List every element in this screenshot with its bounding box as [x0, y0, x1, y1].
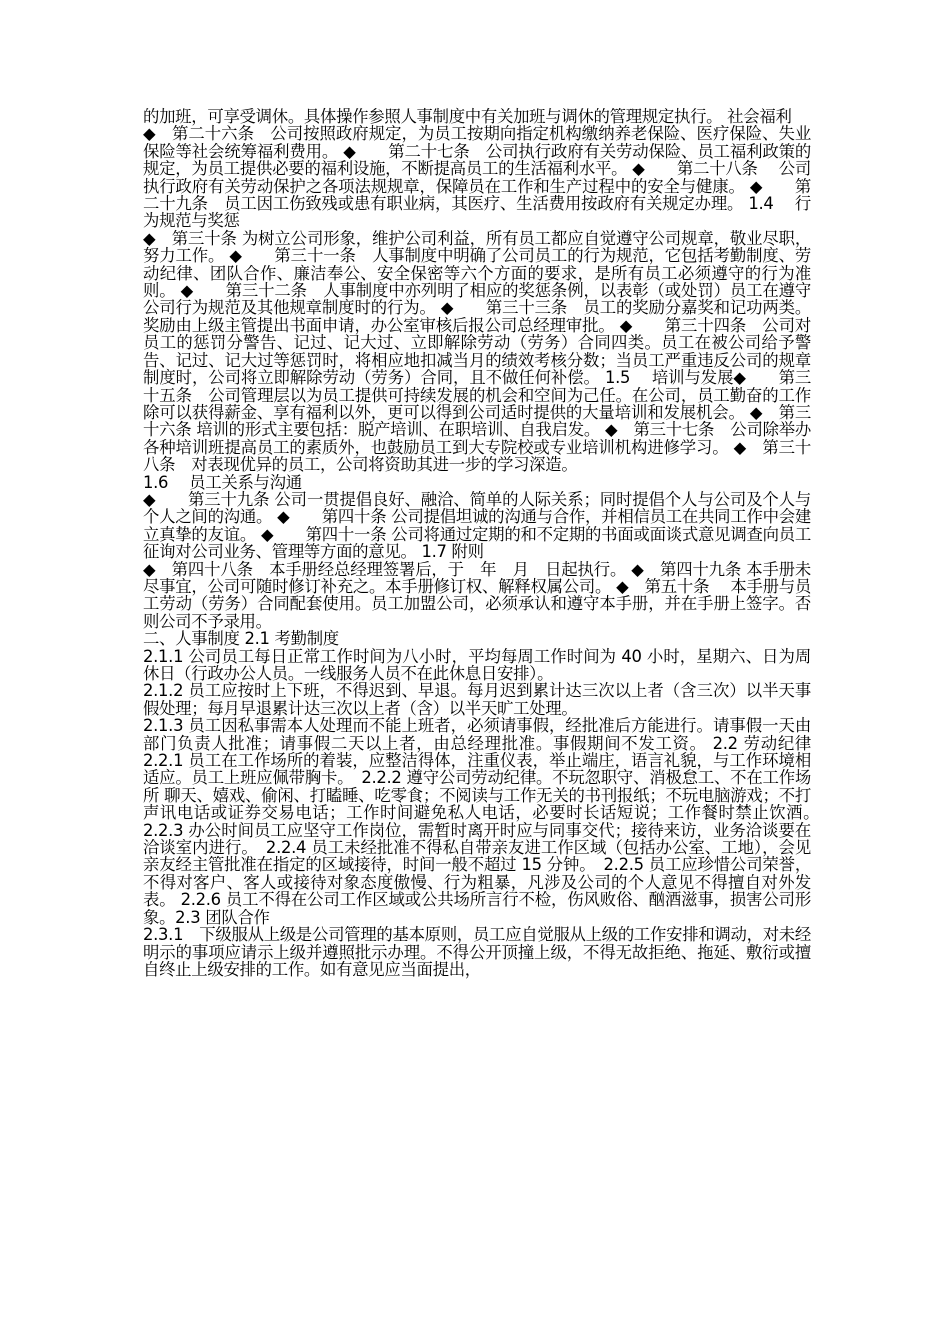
section-heading-employee-relations: 1.6 员工关系与沟通: [143, 472, 302, 492]
paragraph-2-1-3-to-2-3: 2.1.3 员工因私事需本人处理而不能上班者，必须请事假，经批准后方能进行。请事假一天由部门负责人批准；请事假二天以上者，由总经理批准。事假期间不发工资。 2.2 劳动纪律 2.2.1 员工在工作场所的着装，应整洁得体，注重仪表，举止端庄，语言礼貌，与工作环境相适应。员工上班应佩带胸卡。 2.2.2 遵守公司劳动纪律。不玩忽职守、消极怠工、不在工作场所 聊天、嬉戏、偷闲、打瞌睡、吃零食；不阅读与工作无关的书刊报纸；不玩电脑游戏；不打声讯电话或证券交易电话；工作时间避免私人电话，必要时长话短说；工作餐时禁止饮酒。 2.2.3 办公时间员工应坚守工作岗位，需暂时离开时应与同事交代；接待来访，业务洽谈要在洽谈室内进行。 2.2.4 员工未经批准不得私自带亲友进工作区域（包括办公室、工地），会见亲友经主管批准在指定的区域接待，时间一般不超过 15 分钟。 2.2.5 员工应珍惜公司荣誉，不得对客户、客人或接待对象态度傲慢、行为粗暴，凡涉及公司的个人意见不得擅自对外发表。 2.2.6 员工不得在公司工作区域或公共场所言行不检，伤风败俗、酗酒滋事，损害公司形象。2.3 团队合作: [143, 716, 844, 927]
section-heading-personnel-system: 二、人事制度 2.1 考勤制度: [143, 629, 339, 649]
paragraph-articles-48-50: ◆ 第四十八条 本手册经总经理签署后，于 年 月 日起执行。 ◆ 第四十九条 本手册未尽事宜，公司可随时修订补充之。本手册修订权、解释权属公司。 ◆ 第五十条 本手册与员工劳动（劳务）合同配套使用。员工加盟公司，必须承认和遵守本手册，并在手册上签字。否则公司不予录用。: [143, 559, 811, 631]
paragraph-articles-30-38: ◆ 第三十条 为树立公司形象，维护公司利益，所有员工都应自觉遵守公司规章，敬业尽职，努力工作。 ◆ 第三十一条 人事制度中明确了公司员工的行为规范，它包括考勤制度、劳动纪律、团队合作、廉洁奉公、安全保密等六个方面的要求，是所有员工必须遵守的行为准则。 ◆ 第三十二条 人事制度中亦列明了相应的奖惩条例，以表彰（或处罚）员工在遵守公司行为规范及其他规章制度时的行为。 ◆ 第三十三条 员工的奖励分嘉奖和记功两类。奖励由上级主管提出书面申请，办公室审核后报公司总经理审批。 ◆ 第三十四条 公司对员工的惩罚分警告、记过、记大过、立即解除劳动（劳务）合同四类。员工在被公司给予警告、记过、记大过等惩罚时，将相应地扣减当月的绩效考核分数；当员工严重违反公司的规章制度时，公司将立即解除劳动（劳务）合同，且不做任何补偿。 1.5 培训与发展◆ 第三十五条 公司管理层以为员工提供可持续发展的机会和空间为己任。在公司，员工勤奋的工作除可以获得薪金、享有福利以外，更可以得到公司适时提供的大量培训和发展机会。 ◆ 第三十六条 培训的形式主要包括：脱产培训、在职培训、自我启发。 ◆ 第三十七条 公司除举办各种培训班提高员工的素质外，也鼓励员工到大专院校或专业培训机构进修学习。 ◆ 第三十八条 对表现优异的员工，公司将资助其进一步的学习深造。: [143, 228, 811, 475]
paragraph-overtime-welfare: 的加班，可享受调休。具体操作参照人事制度中有关加班与调休的管理规定执行。 社会福利: [143, 107, 792, 126]
paragraph-2-1-2: 2.1.2 员工应按时上下班，不得迟到、早退。每月迟到累计达三次以上者（含三次）以半天事假处理；每月早退累计达三次以上者（含）以半天旷工处理。: [143, 681, 811, 718]
paragraph-articles-39-41: ◆ 第三十九条 公司一贯提倡良好、融洽、简单的人际关系；同时提倡个人与公司及个人与个人之间的沟通。 ◆ 第四十条 公司提倡坦诚的沟通与合作，并相信员工在共同工作中会建立真挚的友谊。 ◆ 第四十一条 公司将通过定期的和不定期的书面或面谈式意见调查向员工征询对公司业务、管理等方面的意见。 1.7 附则: [143, 489, 811, 562]
paragraph-articles-26-29: ◆ 第二十六条 公司按照政府规定，为员工按期向指定机构缴纳养老保险、医疗保险、失业保险等社会统筹福利费用。 ◆ 第二十七条 公司执行政府有关劳动保险、员工福利政策的规定，为员工提供必要的福利设施，不断提高员工的生活福利水平。 ◆ 第二十八条 公司执行政府有关劳动保护之各项法规规章，保障员在工作和生产过程中的安全与健康。 ◆ 第二十九条 员工因工伤致残或患有职业病，其医疗、生活费用按政府有关规定办理。 1.4 行为规范与奖惩: [143, 124, 811, 231]
paragraph-2-3-1: 2.3.1 下级服从上级是公司管理的基本原则，员工应自觉服从上级的工作安排和调动，对未经明示的事项应请示上级并遵照批示办理。不得公开顶撞上级，不得无故拒绝、拖延、敷衍或擅自终止上级安排的工作。如有意见应当面提出，: [143, 925, 811, 979]
document-body: [143, 107, 844, 979]
paragraph-2-1-1: 2.1.1 公司员工每日正常工作时间为八小时，平均每周工作时间为 40 小时，星期六、日为周休日（行政办公人员。一线服务人员不在此休息日安排）。: [143, 646, 811, 683]
